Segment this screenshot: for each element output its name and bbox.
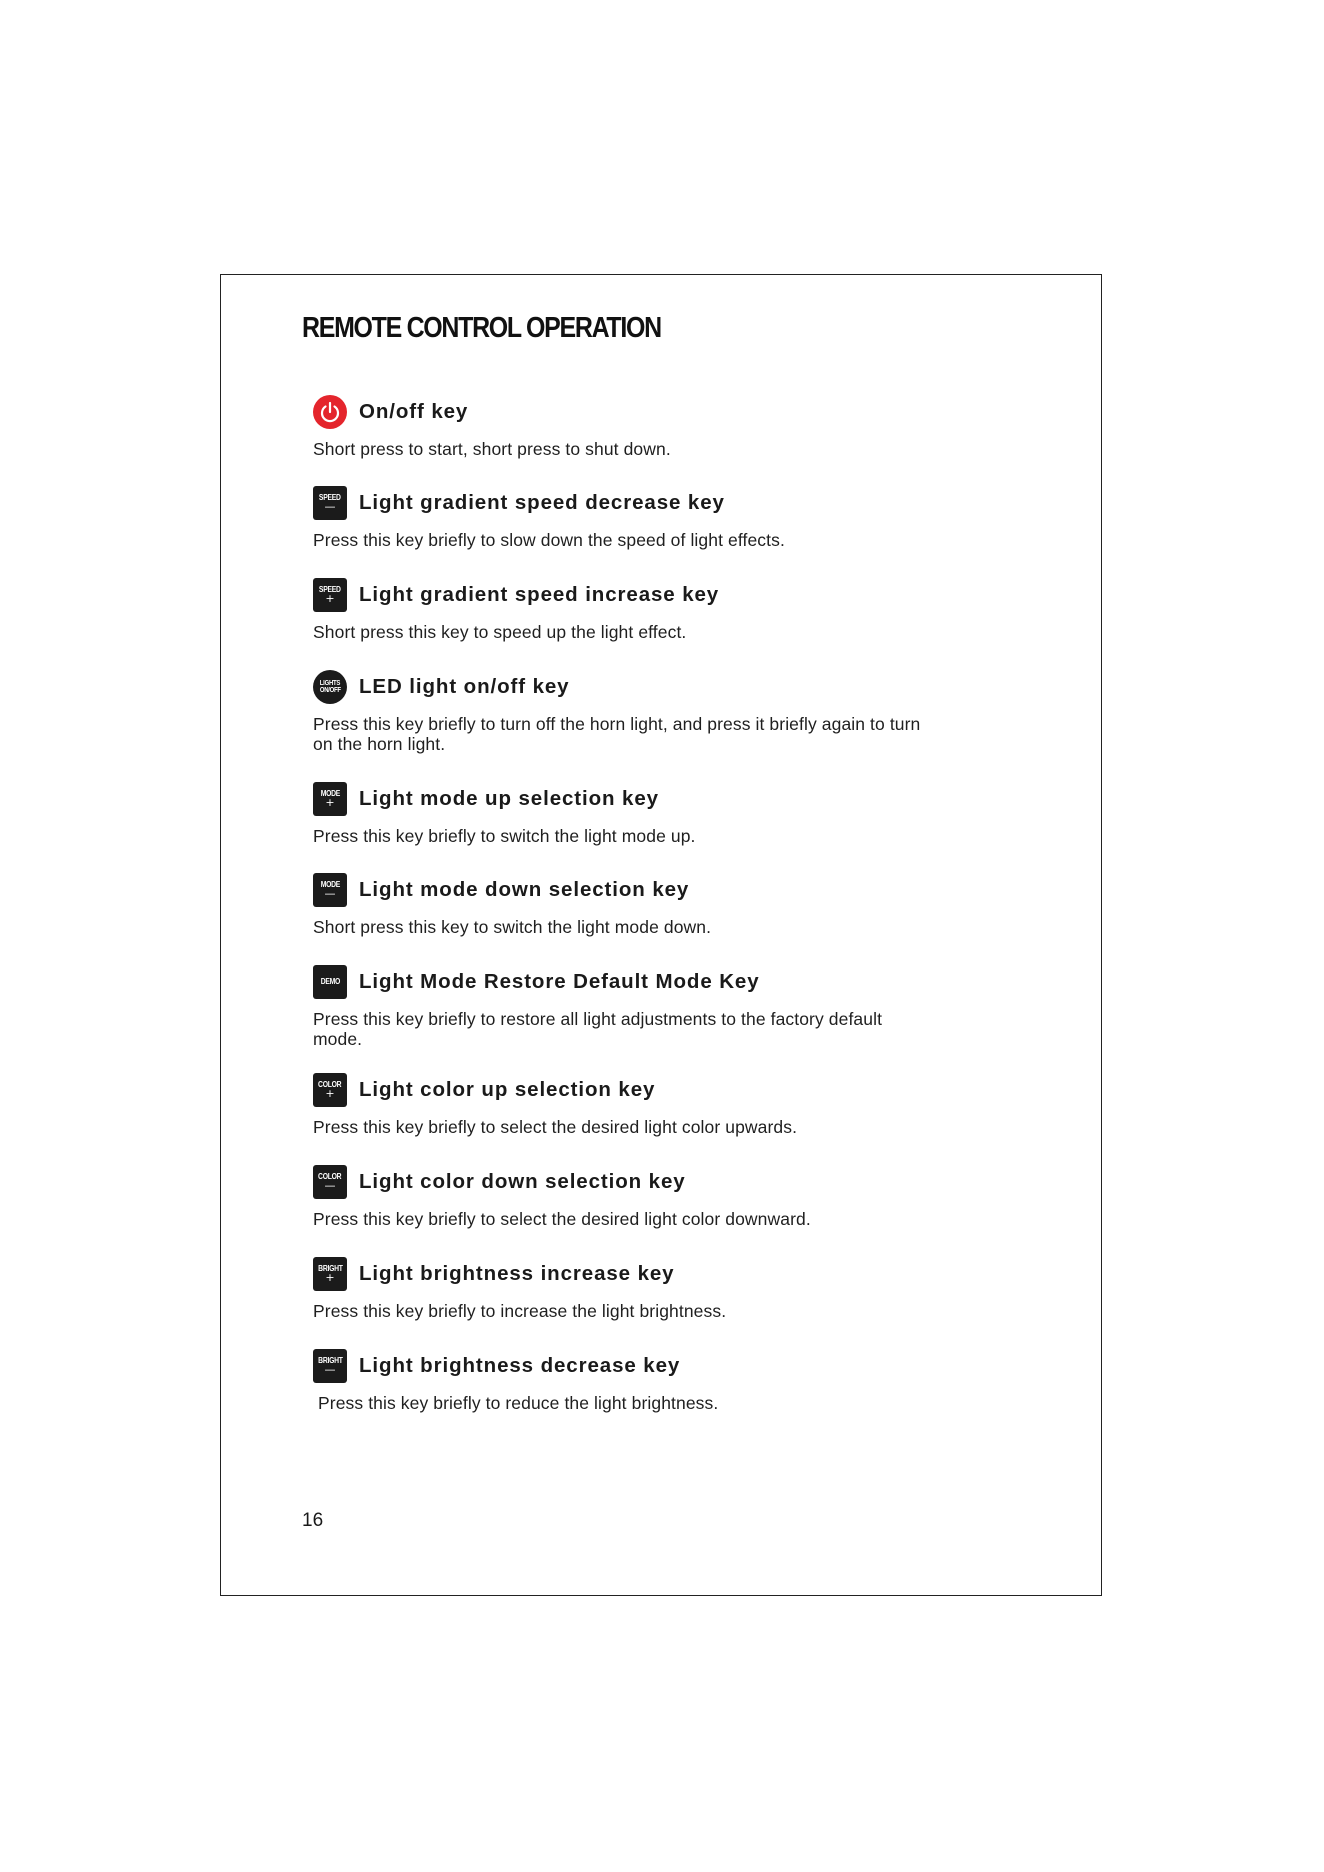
color-minus-icon (313, 1165, 347, 1199)
key-heading (313, 965, 933, 999)
key-title: Light color down selection key (359, 1170, 686, 1193)
demo-icon (313, 965, 347, 999)
mode-minus-icon (313, 873, 347, 907)
key-section-bright-down (313, 1349, 933, 1413)
speed-minus-icon (313, 486, 347, 520)
key-heading (313, 1165, 933, 1199)
key-title: Light brightness decrease key (359, 1354, 681, 1377)
key-heading (313, 486, 933, 520)
key-section-speed-decrease (313, 486, 933, 550)
key-title: Light Mode Restore Default Mode Key (359, 970, 760, 993)
key-section-bright-up (313, 1257, 933, 1321)
key-description: Press this key briefly to turn off the horn light, and press it briefly again to turn on the horn light. (313, 714, 921, 754)
key-heading (313, 1349, 933, 1383)
key-description: Short press this key to speed up the light effect. (313, 622, 687, 642)
key-description: Press this key briefly to reduce the light brightness. (318, 1393, 719, 1413)
page-title: REMOTE CONTROL OPERATION (302, 312, 661, 344)
speed-plus-icon (313, 578, 347, 612)
key-title: Light gradient speed increase key (359, 583, 720, 606)
key-heading (313, 782, 933, 816)
icon-sign: + (325, 796, 335, 809)
key-title: Light color up selection key (359, 1078, 656, 1101)
key-section-demo (313, 965, 933, 1049)
key-section-led-onoff (313, 670, 933, 754)
key-heading (313, 670, 933, 704)
icon-sign: + (325, 592, 335, 605)
key-title: LED light on/off key (359, 675, 570, 698)
page-number: 16 (302, 1510, 324, 1531)
key-section-mode-down (313, 873, 933, 937)
key-title: Light brightness increase key (359, 1262, 675, 1285)
icon-label: BRIGHT (317, 1356, 343, 1365)
key-description: Press this key briefly to increase the light brightness. (313, 1301, 727, 1321)
key-heading (313, 1073, 933, 1107)
key-title: Light mode down selection key (359, 878, 690, 901)
bright-minus-icon (313, 1349, 347, 1383)
key-description: Press this key briefly to switch the light mode up. (313, 826, 696, 846)
key-heading (313, 873, 933, 907)
key-description: Press this key briefly to restore all light adjustments to the factory default mode. (313, 1009, 883, 1049)
key-description: Press this key briefly to slow down the speed of light effects. (313, 530, 785, 550)
icon-sign: + (325, 1271, 335, 1284)
key-title: Light gradient speed decrease key (359, 491, 725, 514)
icon-label: COLOR (318, 1080, 342, 1089)
key-description: Short press this key to switch the light mode down. (313, 917, 712, 937)
icon-label: LIGHTS (319, 680, 341, 687)
mode-plus-icon (313, 782, 347, 816)
key-section-speed-increase (313, 578, 933, 642)
key-description: Press this key briefly to select the desired light color downward. (313, 1209, 811, 1229)
icon-label: BRIGHT (317, 1264, 343, 1273)
icon-label: DEMO (320, 977, 340, 986)
icon-sign: — (324, 1179, 336, 1192)
key-heading (313, 395, 933, 429)
key-description: Press this key briefly to select the desired light color upwards. (313, 1117, 798, 1137)
icon-label: MODE (320, 880, 340, 889)
icon-label: MODE (320, 789, 340, 798)
key-section-power (313, 395, 933, 459)
bright-plus-icon (313, 1257, 347, 1291)
lights-onoff-icon (313, 670, 347, 704)
icon-label: SPEED (319, 585, 341, 594)
icon-label: SPEED (319, 493, 341, 502)
icon-sign: — (324, 887, 336, 900)
icon-sign: — (324, 1363, 336, 1376)
key-section-mode-up (313, 782, 933, 846)
key-description: Short press to start, short press to shut down. (313, 439, 671, 459)
icon-sign: + (325, 1087, 335, 1100)
key-title: On/off key (359, 400, 469, 423)
key-section-color-up (313, 1073, 933, 1137)
icon-sign: — (324, 500, 336, 513)
icon-label-secondary: ON/OFF (319, 687, 341, 694)
color-plus-icon (313, 1073, 347, 1107)
key-heading (313, 1257, 933, 1291)
power-icon (313, 395, 347, 429)
icon-label: COLOR (318, 1172, 342, 1181)
key-title: Light mode up selection key (359, 787, 659, 810)
key-section-color-down (313, 1165, 933, 1229)
key-heading (313, 578, 933, 612)
